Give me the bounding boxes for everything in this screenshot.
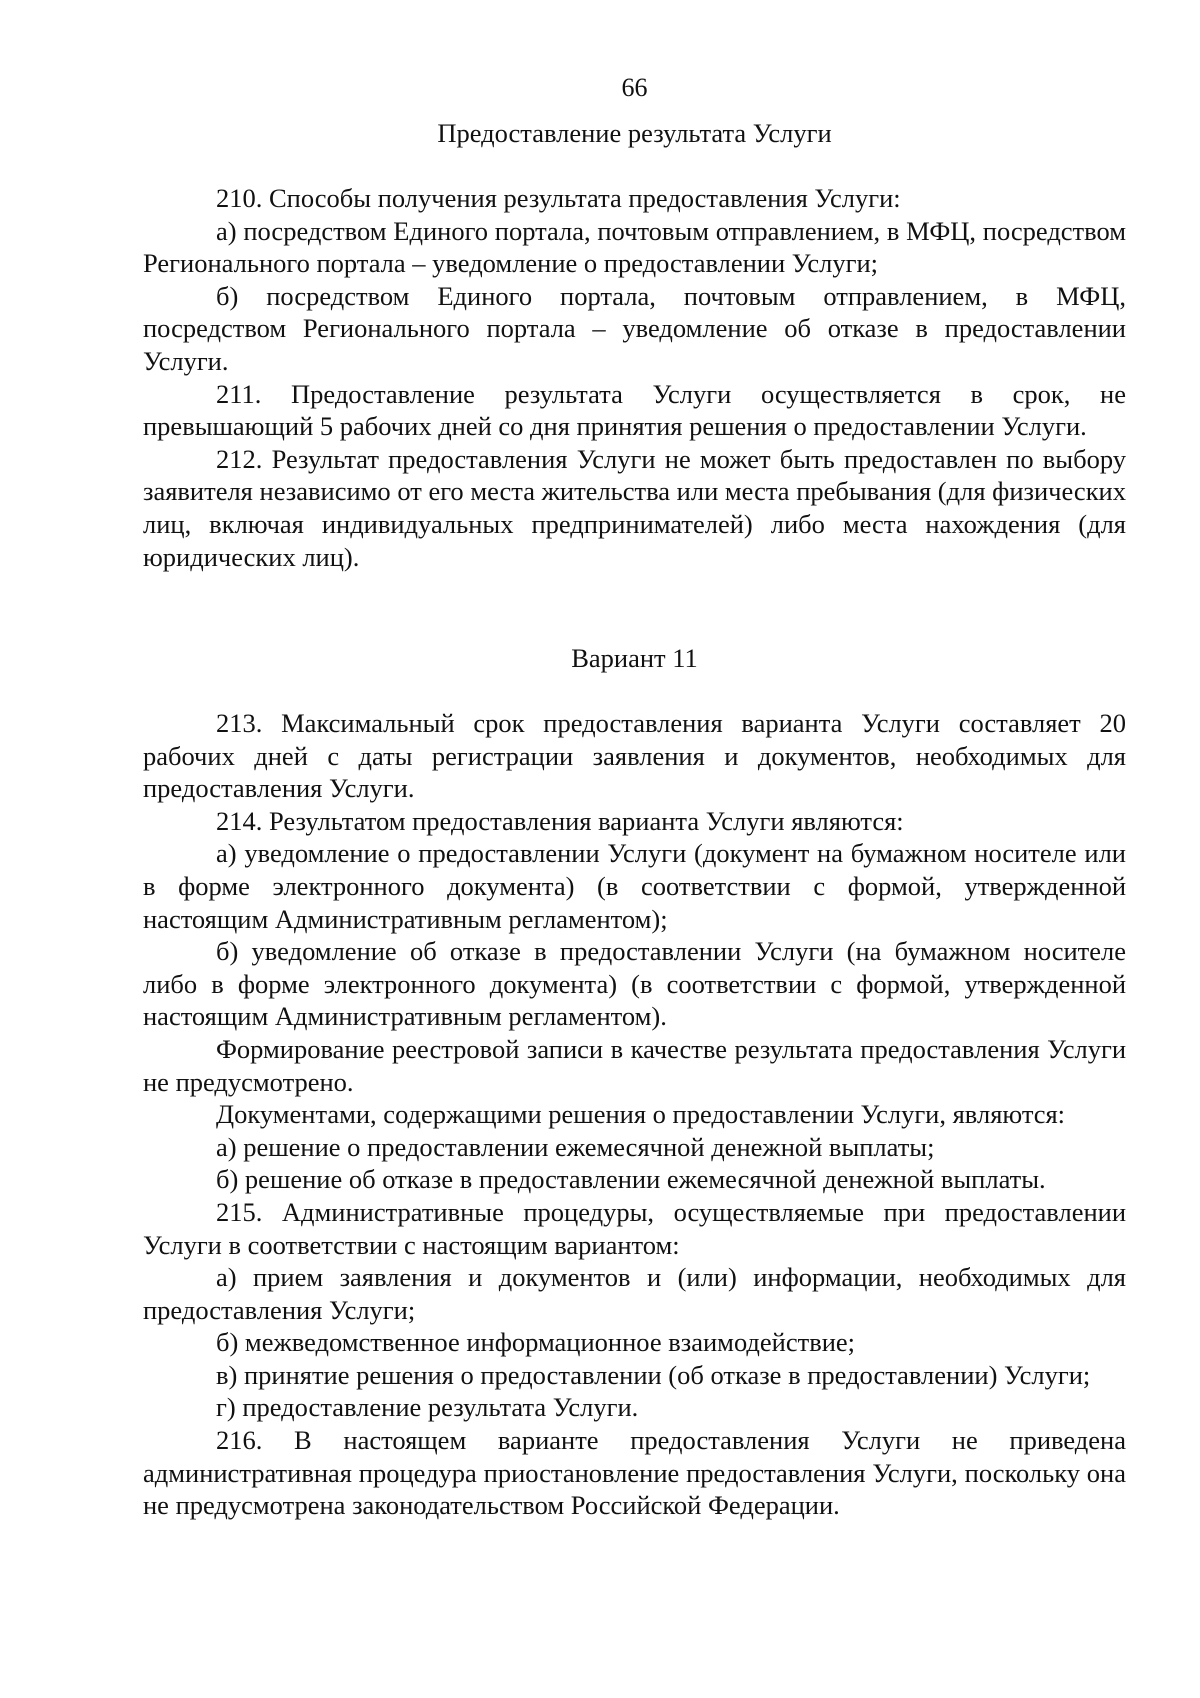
paragraph: б) уведомление об отказе в предоставлении Услуги (на бумажном носителе либо в форме электронного документа) (в соответствии с формой, утвержденной настоящим Административным регламентом). <box>143 936 1126 1032</box>
paragraph: 215. Административные процедуры, осуществляемые при предоставлении Услуги в соответствии с настоящим вариантом: <box>143 1196 1126 1260</box>
paragraph: а) посредством Единого портала, почтовым отправлением, в МФЦ, посредством Регионального портала – уведомление о предоставлении Услуги; <box>143 215 1126 279</box>
paragraph: в) принятие решения о предоставлении (об отказе в предоставлении) Услуги; <box>216 1359 1091 1390</box>
paragraph: 212. Результат предоставления Услуги не может быть предоставлен по выбору заявителя независимо от его места жительства или места пребывания (для физических лиц, включая индивидуальных предпринимателей) либо места нахождения (для юридических лиц). <box>143 443 1126 572</box>
section-heading: Предоставление результата Услуги <box>437 118 832 148</box>
paragraph: Документами, содержащими решения о предоставлении Услуги, являются: <box>216 1099 1066 1130</box>
paragraph: б) межведомственное информационное взаимодействие; <box>216 1327 856 1358</box>
paragraph: а) уведомление о предоставлении Услуги (документ на бумажном носителе или в форме электронного документа) (в соответствии с формой, утвержденной настоящим Административным регламентом); <box>143 838 1126 934</box>
paragraph: а) решение о предоставлении ежемесячной денежной выплаты; <box>216 1131 935 1162</box>
paragraph: б) решение об отказе в предоставлении ежемесячной денежной выплаты. <box>216 1164 1046 1195</box>
paragraph: 211. Предоставление результата Услуги осуществляется в срок, не превышающий 5 рабочих дней со дня принятия решения о предоставлении Услуги. <box>143 378 1126 442</box>
paragraph: а) прием заявления и документов и (или) информации, необходимых для предоставления Услуги; <box>143 1262 1126 1325</box>
page-number: 66 <box>621 73 648 102</box>
paragraph: 210. Способы получения результата предоставления Услуги: <box>216 183 901 213</box>
paragraph: Формирование реестровой записи в качестве результата предоставления Услуги не предусмотрено. <box>143 1033 1126 1097</box>
section-body <box>143 182 1126 573</box>
paragraph: 213. Максимальный срок предоставления варианта Услуги составляет 20 рабочих дней с даты регистрации заявления и документов, необходимых для предоставления Услуги. <box>143 708 1126 804</box>
paragraph: г) предоставление результата Услуги. <box>216 1392 639 1423</box>
variant-body <box>143 707 1126 1522</box>
variant-heading: Вариант 11 <box>571 643 698 673</box>
paragraph: 214. Результатом предоставления варианта Услуги являются: <box>216 805 904 836</box>
paragraph: 216. В настоящем варианте предоставления Услуги не приведена административная процедура приостановление предоставления Услуги, поскольку она не предусмотрена законодательством Российской Федерации. <box>143 1425 1126 1521</box>
paragraph: б) посредством Единого портала, почтовым отправлением, в МФЦ, посредством Регионального портала – уведомление об отказе в предоставлении Услуги. <box>143 280 1126 376</box>
